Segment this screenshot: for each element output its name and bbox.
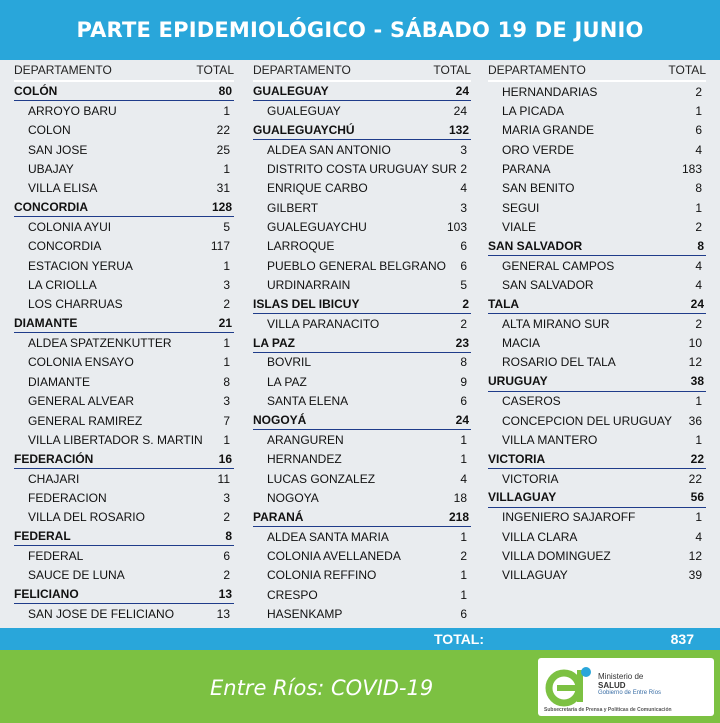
locality-total: 4 xyxy=(695,278,702,293)
locality-name: GENERAL ALVEAR xyxy=(28,394,135,409)
locality-row xyxy=(488,217,706,236)
locality-total: 5 xyxy=(460,278,467,293)
department-name: CONCORDIA xyxy=(14,200,88,215)
department-name: TALA xyxy=(488,296,520,311)
locality-row xyxy=(14,237,234,256)
locality-total: 12 xyxy=(688,548,702,563)
locality-total: 8 xyxy=(695,181,702,196)
locality-row xyxy=(488,392,706,411)
locality-row xyxy=(488,82,706,101)
department-total: 13 xyxy=(218,587,232,602)
locality-total: 1 xyxy=(223,104,230,119)
column-3 xyxy=(488,60,706,628)
locality-row xyxy=(14,508,234,527)
department-row xyxy=(488,237,706,256)
locality-row xyxy=(488,159,706,178)
locality-total: 4 xyxy=(460,181,467,196)
locality-name: SAN JOSE xyxy=(28,142,88,157)
department-row xyxy=(253,82,471,101)
locality-total: 1 xyxy=(460,452,467,467)
locality-row xyxy=(253,314,471,333)
locality-row xyxy=(253,353,471,372)
locality-name: VILLA DOMINGUEZ xyxy=(502,548,611,563)
locality-name: COLONIA AYUI xyxy=(28,220,112,235)
locality-row xyxy=(253,430,471,449)
locality-row xyxy=(488,140,706,159)
locality-total: 1 xyxy=(460,529,467,544)
locality-row xyxy=(253,527,471,546)
locality-row xyxy=(253,372,471,391)
locality-name: VILLA MANTERO xyxy=(502,432,598,447)
locality-total: 6 xyxy=(460,606,467,621)
logo-subtext: Gobierno de Entre Ríos xyxy=(598,690,662,696)
locality-name: SAN SALVADOR xyxy=(502,278,594,293)
department-name: VILLAGUAY xyxy=(488,490,557,505)
department-name: FELICIANO xyxy=(14,587,79,602)
locality-row xyxy=(488,469,706,488)
locality-row xyxy=(488,508,706,527)
locality-row xyxy=(488,256,706,275)
header-department: DEPARTAMENTO xyxy=(253,63,351,77)
department-row xyxy=(253,411,471,430)
locality-total: 1 xyxy=(223,258,230,273)
locality-row xyxy=(488,198,706,217)
department-total: 38 xyxy=(690,374,704,389)
locality-total: 3 xyxy=(460,142,467,157)
locality-row xyxy=(488,275,706,294)
department-name: NOGOYÁ xyxy=(253,413,307,428)
locality-total: 6 xyxy=(695,123,702,138)
locality-row xyxy=(253,198,471,217)
footer-brand: Entre Ríos: COVID-19 xyxy=(210,676,434,700)
department-total: 23 xyxy=(455,335,469,350)
department-name: LA PAZ xyxy=(253,335,295,350)
locality-row xyxy=(14,179,234,198)
locality-total: 1 xyxy=(695,510,702,525)
locality-name: VILLA LIBERTADOR S. MARTIN xyxy=(28,432,203,447)
locality-name: SAN JOSE DE FELICIANO xyxy=(28,606,175,621)
locality-name: MARIA GRANDE xyxy=(502,123,595,138)
department-name: DIAMANTE xyxy=(14,316,78,331)
locality-row xyxy=(488,430,706,449)
locality-row xyxy=(14,295,234,314)
locality-name: COLON xyxy=(28,123,71,138)
locality-name: MACIA xyxy=(502,336,541,351)
locality-total: 2 xyxy=(460,316,467,331)
locality-total: 8 xyxy=(460,355,467,370)
locality-total: 2 xyxy=(223,510,230,525)
locality-total: 3 xyxy=(223,490,230,505)
locality-total: 1 xyxy=(223,336,230,351)
locality-name: SANTA ELENA xyxy=(267,394,349,409)
locality-name: URDINARRAIN xyxy=(267,278,351,293)
locality-total: 4 xyxy=(460,471,467,486)
locality-total: 4 xyxy=(695,258,702,273)
locality-name: GILBERT xyxy=(267,200,319,215)
locality-total: 2 xyxy=(223,568,230,583)
locality-name: CRESPO xyxy=(267,587,318,602)
locality-name: SAUCE DE LUNA xyxy=(28,568,125,583)
locality-total: 25 xyxy=(216,142,230,157)
locality-name: VICTORIA xyxy=(502,471,559,486)
department-row xyxy=(488,372,706,391)
locality-name: ESTACION YERUA xyxy=(28,258,133,273)
locality-total: 1 xyxy=(223,162,230,177)
department-total: 24 xyxy=(455,413,469,428)
locality-row xyxy=(488,101,706,120)
locality-total: 3 xyxy=(223,278,230,293)
locality-row xyxy=(14,430,234,449)
locality-row xyxy=(488,121,706,140)
locality-name: LA PICADA xyxy=(502,104,565,119)
locality-row xyxy=(14,604,234,623)
locality-total: 11 xyxy=(217,471,230,486)
locality-total: 13 xyxy=(216,606,230,621)
locality-row xyxy=(253,469,471,488)
locality-name: ROSARIO DEL TALA xyxy=(502,355,616,370)
locality-total: 2 xyxy=(695,220,702,235)
locality-total: 3 xyxy=(223,394,230,409)
locality-row xyxy=(253,392,471,411)
department-row xyxy=(14,450,234,469)
header-department: DEPARTAMENTO xyxy=(488,63,586,77)
locality-name: GENERAL CAMPOS xyxy=(502,258,615,273)
locality-row xyxy=(14,392,234,411)
locality-total: 22 xyxy=(688,471,702,486)
locality-total: 1 xyxy=(460,568,467,583)
locality-total: 18 xyxy=(453,490,467,505)
department-total: 8 xyxy=(225,529,232,544)
locality-row xyxy=(488,353,706,372)
locality-name: FEDERAL xyxy=(28,548,84,563)
locality-row xyxy=(253,275,471,294)
locality-total: 1 xyxy=(695,104,702,119)
department-total: 24 xyxy=(690,296,704,311)
column-header xyxy=(488,60,706,82)
locality-row xyxy=(488,333,706,352)
locality-total: 6 xyxy=(223,548,230,563)
locality-row xyxy=(253,566,471,585)
locality-row xyxy=(14,275,234,294)
locality-total: 6 xyxy=(460,239,467,254)
locality-total: 36 xyxy=(688,413,702,428)
locality-name: NOGOYA xyxy=(267,490,319,505)
locality-row xyxy=(14,469,234,488)
locality-total: 1 xyxy=(223,432,230,447)
locality-name: PARANA xyxy=(502,162,551,177)
locality-row xyxy=(14,140,234,159)
locality-total: 117 xyxy=(210,239,230,254)
locality-row xyxy=(488,411,706,430)
locality-row xyxy=(488,566,706,585)
locality-total: 12 xyxy=(688,355,702,370)
locality-row xyxy=(253,179,471,198)
locality-name: COLONIA REFFINO xyxy=(267,568,377,583)
locality-total: 24 xyxy=(453,104,467,119)
locality-name: COLONIA AVELLANEDA xyxy=(267,548,401,563)
total-value: 837 xyxy=(670,631,694,647)
locality-total: 1 xyxy=(460,432,467,447)
header-total: TOTAL xyxy=(668,63,706,77)
locality-name: VILLA CLARA xyxy=(502,529,578,544)
department-name: GUALEGUAY xyxy=(253,84,329,99)
locality-name: LA PAZ xyxy=(267,374,307,389)
department-name: FEDERAL xyxy=(14,529,71,544)
locality-total: 8 xyxy=(223,374,230,389)
total-bar xyxy=(0,628,720,650)
logo-caption: Subsecretaría de Prensa y Políticas de Comunicación xyxy=(544,707,672,713)
department-name: GUALEGUAYCHÚ xyxy=(253,122,355,137)
locality-name: LOS CHARRUAS xyxy=(28,297,123,312)
report-header xyxy=(0,0,720,60)
department-total: 24 xyxy=(455,84,469,99)
locality-name: CHAJARI xyxy=(28,471,80,486)
department-row xyxy=(253,295,471,314)
locality-name: PUEBLO GENERAL BELGRANO xyxy=(267,258,446,273)
locality-row xyxy=(253,488,471,507)
department-row xyxy=(14,314,234,333)
locality-total: 6 xyxy=(460,394,467,409)
department-name: FEDERACIÓN xyxy=(14,451,94,466)
locality-total: 7 xyxy=(223,413,230,428)
locality-name: VILLA DEL ROSARIO xyxy=(28,510,145,525)
locality-name: FEDERACION xyxy=(28,490,107,505)
locality-row xyxy=(253,450,471,469)
locality-name: CONCEPCION DEL URUGUAY xyxy=(502,413,673,428)
department-row xyxy=(253,508,471,527)
locality-name: BOVRIL xyxy=(267,355,312,370)
locality-total: 103 xyxy=(446,220,467,235)
locality-total: 1 xyxy=(223,355,230,370)
column-2 xyxy=(253,60,471,628)
locality-row xyxy=(14,566,234,585)
column-header xyxy=(14,60,234,82)
locality-row xyxy=(253,237,471,256)
locality-total: 5 xyxy=(223,220,230,235)
locality-name: VIALE xyxy=(502,220,537,235)
locality-total: 1 xyxy=(695,394,702,409)
header-total: TOTAL xyxy=(196,63,234,77)
locality-name: CASEROS xyxy=(502,394,561,409)
locality-row xyxy=(14,159,234,178)
header-department: DEPARTAMENTO xyxy=(14,63,112,77)
locality-name: DIAMANTE xyxy=(28,374,91,389)
locality-name: VILLA PARANACITO xyxy=(267,316,380,331)
locality-name: HERNANDARIAS xyxy=(502,84,598,99)
report-title: PARTE EPIDEMIOLÓGICO - SÁBADO 19 DE JUNIO xyxy=(76,18,644,42)
locality-row xyxy=(14,121,234,140)
department-total: 80 xyxy=(218,84,232,99)
locality-name: LUCAS GONZALEZ xyxy=(267,471,376,486)
locality-name: SAN BENITO xyxy=(502,181,575,196)
department-row xyxy=(253,333,471,352)
department-total: 16 xyxy=(218,451,232,466)
locality-total: 2 xyxy=(460,548,467,563)
total-label: TOTAL: xyxy=(434,631,485,647)
locality-name: HASENKAMP xyxy=(267,606,343,621)
locality-row xyxy=(253,217,471,236)
locality-row xyxy=(253,140,471,159)
locality-total: 183 xyxy=(681,162,702,177)
locality-name: GUALEGUAYCHU xyxy=(267,220,367,235)
locality-total: 2 xyxy=(695,84,702,99)
department-total: 128 xyxy=(211,200,232,215)
locality-row xyxy=(14,217,234,236)
locality-total: 2 xyxy=(695,316,702,331)
department-name: URUGUAY xyxy=(488,374,548,389)
department-total: 2 xyxy=(462,296,469,311)
department-name: VICTORIA xyxy=(488,451,546,466)
department-row xyxy=(14,585,234,604)
department-row xyxy=(14,527,234,546)
department-total: 56 xyxy=(690,490,704,505)
department-total: 22 xyxy=(690,451,704,466)
locality-name: INGENIERO SAJAROFF xyxy=(502,510,636,525)
locality-name: VILLA ELISA xyxy=(28,181,98,196)
locality-name: ARANGUREN xyxy=(267,432,344,447)
locality-name: GUALEGUAY xyxy=(267,104,341,119)
column-1 xyxy=(14,60,234,628)
locality-name: ENRIQUE CARBO xyxy=(267,181,368,196)
locality-total: 3 xyxy=(460,200,467,215)
column-header xyxy=(253,60,471,82)
locality-total: 6 xyxy=(460,258,467,273)
locality-name: ALDEA SPATZENKUTTER xyxy=(28,336,172,351)
department-row xyxy=(488,488,706,507)
department-name: PARANÁ xyxy=(253,509,304,524)
locality-total: 10 xyxy=(688,336,702,351)
department-name: COLÓN xyxy=(14,84,58,99)
locality-row xyxy=(14,546,234,565)
department-row xyxy=(253,121,471,140)
locality-row xyxy=(14,333,234,352)
department-row xyxy=(14,82,234,101)
logo-text: Ministerio de SALUD xyxy=(598,672,644,690)
locality-name: COLONIA ENSAYO xyxy=(28,355,134,370)
locality-total: 1 xyxy=(695,432,702,447)
locality-row xyxy=(14,256,234,275)
locality-row xyxy=(14,411,234,430)
locality-name: ALDEA SAN ANTONIO xyxy=(267,142,391,157)
locality-total: 39 xyxy=(688,568,702,583)
locality-row xyxy=(14,101,234,120)
locality-name: VILLAGUAY xyxy=(502,568,568,583)
department-name: ISLAS DEL IBICUY xyxy=(253,296,360,311)
locality-row xyxy=(253,159,471,178)
locality-name: ALTA MIRANO SUR xyxy=(502,316,610,331)
locality-row xyxy=(253,546,471,565)
locality-row xyxy=(488,179,706,198)
locality-row xyxy=(488,314,706,333)
locality-total: 2 xyxy=(460,162,467,177)
locality-name: SEGUI xyxy=(502,200,540,215)
locality-total: 1 xyxy=(460,587,467,602)
locality-name: HERNANDEZ xyxy=(267,452,342,467)
locality-name: ALDEA SANTA MARIA xyxy=(267,529,389,544)
department-total: 132 xyxy=(448,122,469,137)
locality-row xyxy=(488,527,706,546)
locality-row xyxy=(14,488,234,507)
locality-row xyxy=(253,256,471,275)
department-total: 218 xyxy=(448,509,469,524)
header-total: TOTAL xyxy=(433,63,471,77)
department-total: 21 xyxy=(218,316,232,331)
locality-name: UBAJAY xyxy=(28,162,74,177)
locality-row xyxy=(253,101,471,120)
locality-name: GENERAL RAMIREZ xyxy=(28,413,143,428)
locality-total: 9 xyxy=(460,374,467,389)
locality-row xyxy=(488,546,706,565)
department-row xyxy=(14,198,234,217)
ministry-logo xyxy=(538,658,714,716)
department-row xyxy=(488,450,706,469)
locality-name: ORO VERDE xyxy=(502,142,575,157)
ministry-mark-icon xyxy=(544,662,594,710)
locality-total: 4 xyxy=(695,529,702,544)
locality-row xyxy=(14,372,234,391)
footer xyxy=(0,650,720,723)
department-row xyxy=(488,295,706,314)
locality-name: LARROQUE xyxy=(267,239,335,254)
locality-row xyxy=(253,585,471,604)
locality-total: 1 xyxy=(695,200,702,215)
locality-name: LA CRIOLLA xyxy=(28,278,97,293)
locality-row xyxy=(14,353,234,372)
department-total: 8 xyxy=(697,238,704,253)
locality-name: DISTRITO COSTA URUGUAY SUR xyxy=(267,162,457,177)
locality-name: ARROYO BARU xyxy=(28,104,117,119)
locality-total: 22 xyxy=(216,123,230,138)
department-name: SAN SALVADOR xyxy=(488,238,583,253)
locality-total: 31 xyxy=(216,181,230,196)
locality-total: 4 xyxy=(695,142,702,157)
locality-total: 2 xyxy=(223,297,230,312)
locality-name: CONCORDIA xyxy=(28,239,102,254)
locality-row xyxy=(253,604,471,623)
